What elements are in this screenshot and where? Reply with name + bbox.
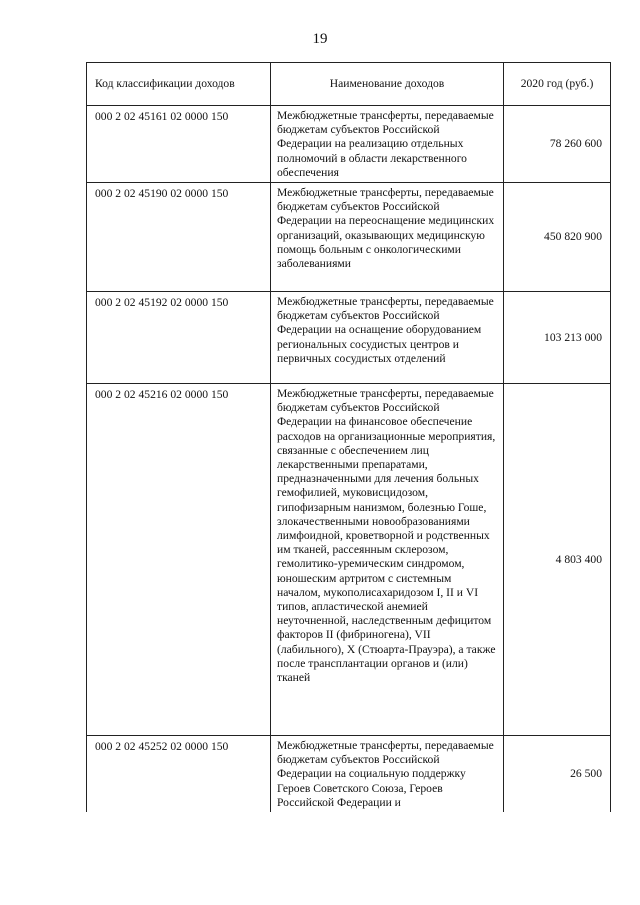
row-amount: 26 500 xyxy=(504,736,611,813)
header-code: Код классификации доходов xyxy=(87,63,271,106)
row-name: Межбюджетные трансферты, передаваемые бюджетам субъектов Российской Федерации на оснащение оборудованием региональных сосудистых центров и первичных сосудистых отделений xyxy=(271,292,504,384)
row-name: Межбюджетные трансферты, передаваемые бюджетам субъектов Российской Федерации на реализацию отдельных полномочий в области лекарственного обеспечения xyxy=(271,106,504,183)
row-amount: 103 213 000 xyxy=(504,292,611,384)
table-row xyxy=(87,736,611,813)
table-row xyxy=(87,292,611,384)
header-name: Наименование доходов xyxy=(271,63,504,106)
row-code: 000 2 02 45161 02 0000 150 xyxy=(87,106,271,183)
table-header-row xyxy=(87,63,611,106)
header-amount: 2020 год (руб.) xyxy=(504,63,611,106)
table-row xyxy=(87,384,611,736)
revenue-table xyxy=(86,62,611,812)
row-amount: 450 820 900 xyxy=(504,183,611,292)
row-code: 000 2 02 45252 02 0000 150 xyxy=(87,736,271,813)
row-code: 000 2 02 45216 02 0000 150 xyxy=(87,384,271,736)
row-amount: 78 260 600 xyxy=(504,106,611,183)
table-row xyxy=(87,183,611,292)
page-number: 19 xyxy=(312,31,328,47)
table-row xyxy=(87,106,611,183)
row-name: Межбюджетные трансферты, передаваемые бюджетам субъектов Российской Федерации на финансовое обеспечение расходов на организационные мероприятия, связанные с обеспечением лиц лекарственными препаратами, предназначенными для лечения больных гемофилией, муковисцидозом, гипофизарным нанизмом, болезнью Гоше, злокачественными новообразованиями лимфоидной, кроветворной и родственных им тканей, рассеянным склерозом, гемолитико-уремическим синдромом, юношеским артритом с системным началом, мукополисахаридозом I, II и VI типов, апластической анемией неуточненной, наследственным дефицитом факторов II (фибриногена), VII (лабильного), X (Стюарта-Прауэра), а также после трансплантации органов и (или) тканей xyxy=(271,384,504,736)
row-name: Межбюджетные трансферты, передаваемые бюджетам субъектов Российской Федерации на переоснащение медицинских организаций, оказывающих медицинскую помощь больным с онкологическими заболеваниями xyxy=(271,183,504,292)
row-amount: 4 803 400 xyxy=(504,384,611,736)
row-code: 000 2 02 45192 02 0000 150 xyxy=(87,292,271,384)
row-code: 000 2 02 45190 02 0000 150 xyxy=(87,183,271,292)
row-name: Межбюджетные трансферты, передаваемые бюджетам субъектов Российской Федерации на социальную поддержку Героев Советского Союза, Героев Российской Федерации и xyxy=(271,736,504,813)
